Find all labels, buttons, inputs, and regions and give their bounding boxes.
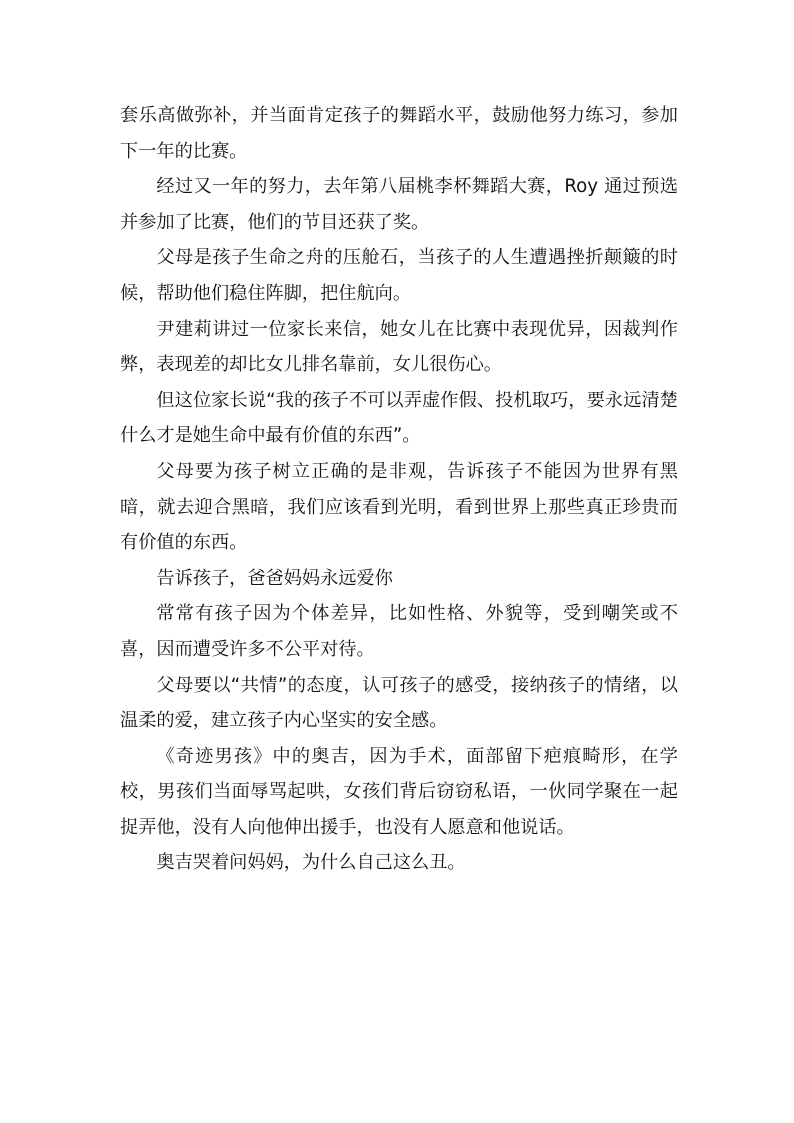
paragraph-7: 常常有孩子因为个体差异，比如性格、外貌等，受到嘲笑或不喜，因而遭受许多不公平对待。	[120, 603, 678, 660]
paragraph-4: 尹建莉讲过一位家长来信，她女儿在比赛中表现优异，因裁判作弊，表现差的却比女儿排名靠前，女儿很伤心。	[120, 318, 678, 376]
paragraph-3: 父母是孩子生命之舟的压舱石，当孩子的人生遭遇挫折颠簸的时候，帮助他们稳住阵脚，把住航向。	[120, 247, 678, 304]
article-body	[120, 98, 678, 881]
paragraph-1: 套乐高做弥补，并当面肯定孩子的舞蹈水平，鼓励他努力练习，参加下一年的比赛。	[120, 105, 678, 162]
section-heading: 告诉孩子，爸爸妈妈永远爱你	[156, 567, 393, 589]
paragraph-5: 但这位家长说“我的孩子不可以弄虚作假、投机取巧，要永远清楚什么才是她生命中最有价值的东西”。	[120, 389, 678, 447]
paragraph-8: 父母要以“共情”的态度，认可孩子的感受，接纳孩子的情绪，以温柔的爱，建立孩子内心坚实的安全感。	[120, 674, 678, 732]
paragraph-6: 父母要为孩子树立正确的是非观，告诉孩子不能因为世界有黑暗，就去迎合黑暗，我们应该看到光明，看到世界上那些真正珍贵而有价值的东西。	[120, 460, 678, 554]
paragraph-9: 《奇迹男孩》中的奥吉，因为手术，面部留下疤痕畸形，在学校，男孩们当面辱骂起哄，女孩们背后窃窃私语，一伙同学聚在一起捉弄他，没有人向他伸出援手，也没有人愿意和他说话。	[120, 745, 678, 838]
paragraph-2: 经过又一年的努力，去年第八届桃李杯舞蹈大赛，Roy 通过预选并参加了比赛，他们的节目还获了奖。	[120, 176, 678, 233]
paragraph-10: 奥吉哭着问妈妈，为什么自己这么丑。	[156, 852, 466, 874]
